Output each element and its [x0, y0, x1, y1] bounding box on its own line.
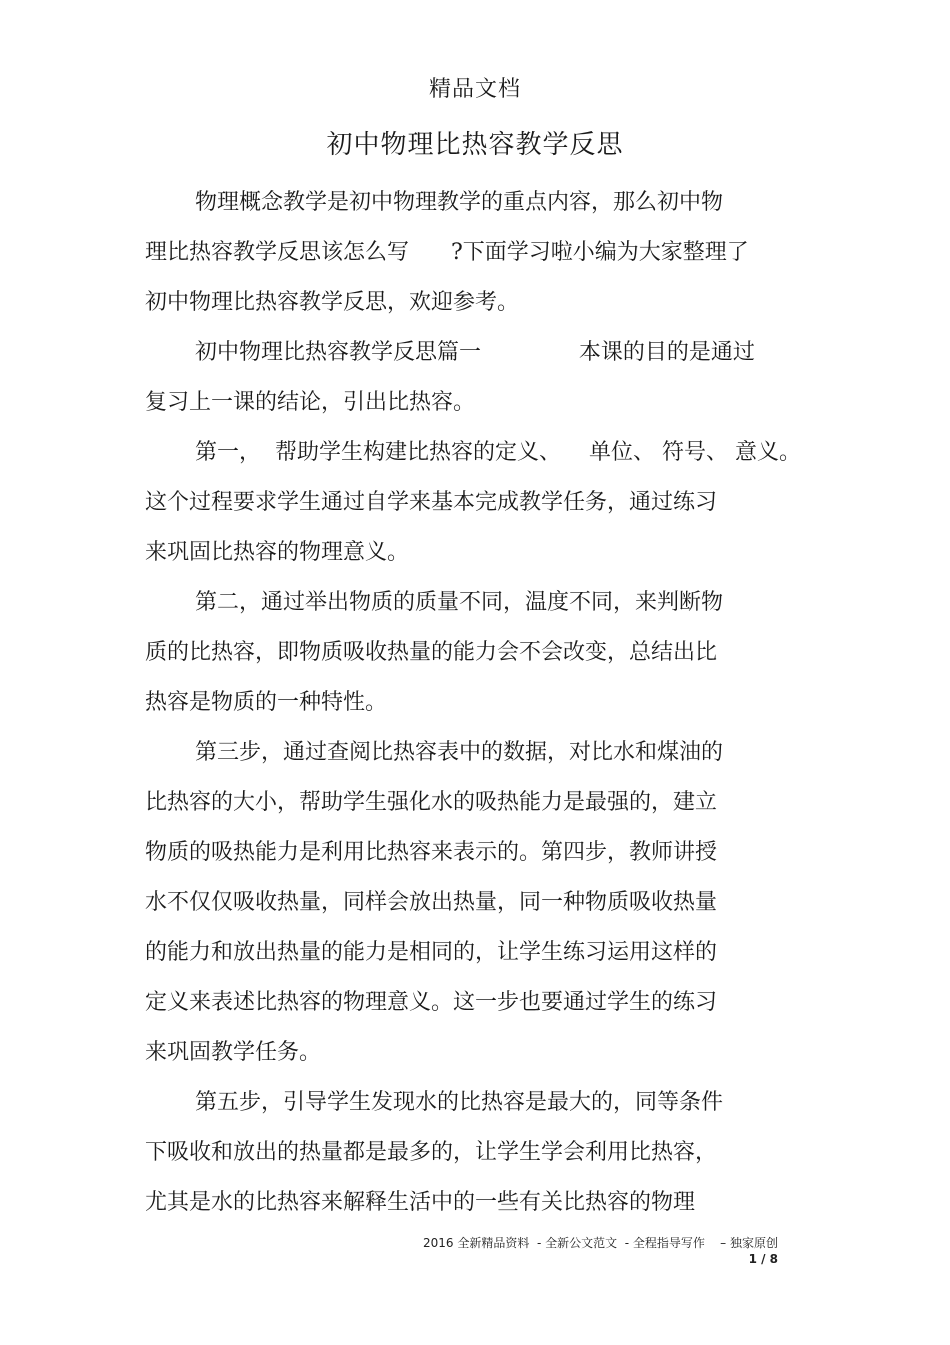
text-line: 质的比热容，即物质吸收热量的能力会不会改变，总结出比 [145, 640, 718, 665]
text-line: 定义来表述比热容的物理意义。这一步也要通过学生的练习 [145, 990, 718, 1015]
text-line: 第二，通过举出物质的质量不同，温度不同，来判断物 [195, 590, 724, 615]
text-line: 热容是物质的一种特性。 [145, 690, 388, 715]
document-body [145, 178, 805, 1228]
text-line: 这个过程要求学生通过自学来基本完成教学任务，通过练习 [145, 490, 718, 515]
text-line: 的能力和放出热量的能力是相同的，让学生练习运用这样的 [145, 940, 718, 965]
text-line: 理比热容教学反思该怎么写 ?下面学习啦小编为大家整理了 [145, 240, 749, 265]
text-line: 第一， 帮助学生构建比热容的定义、 单位、 符号、 意义。 [195, 440, 801, 465]
page-footer: 2016 全新精品资料 - 全新公文范文 - 全程指导写作 – 独家原创 [423, 1236, 778, 1250]
text-line: 比热容的大小，帮助学生强化水的吸热能力是最强的，建立 [145, 790, 718, 815]
text-line: 水不仅仅吸收热量，同样会放出热量，同一种物质吸收热量 [145, 890, 718, 915]
page-number: 1 / 8 [748, 1252, 778, 1266]
text-line: 下吸收和放出的热量都是最多的，让学生学会利用比热容， [145, 1140, 718, 1165]
text-line: 初中物理比热容教学反思，欢迎参考。 [145, 290, 520, 315]
text-line: 初中物理比热容教学反思篇一 本课的目的是通过 [195, 340, 755, 365]
text-line: 第五步，引导学生发现水的比热容是最大的，同等条件 [195, 1090, 724, 1115]
text-line: 物理概念教学是初中物理教学的重点内容，那么初中物 [195, 190, 724, 215]
text-line: 来巩固教学任务。 [145, 1040, 322, 1065]
document-title: 初中物理比热容教学反思 [326, 130, 624, 160]
text-line: 复习上一课的结论，引出比热容。 [145, 390, 476, 415]
text-line: 尤其是水的比热容来解释生活中的一些有关比热容的物理 [145, 1190, 696, 1215]
document-header: 精品文档 [428, 77, 521, 102]
text-line: 来巩固比热容的物理意义。 [145, 540, 410, 565]
text-line: 物质的吸热能力是利用比热容来表示的。第四步，教师讲授 [145, 840, 718, 865]
text-line: 第三步，通过查阅比热容表中的数据，对比水和煤油的 [195, 740, 724, 765]
